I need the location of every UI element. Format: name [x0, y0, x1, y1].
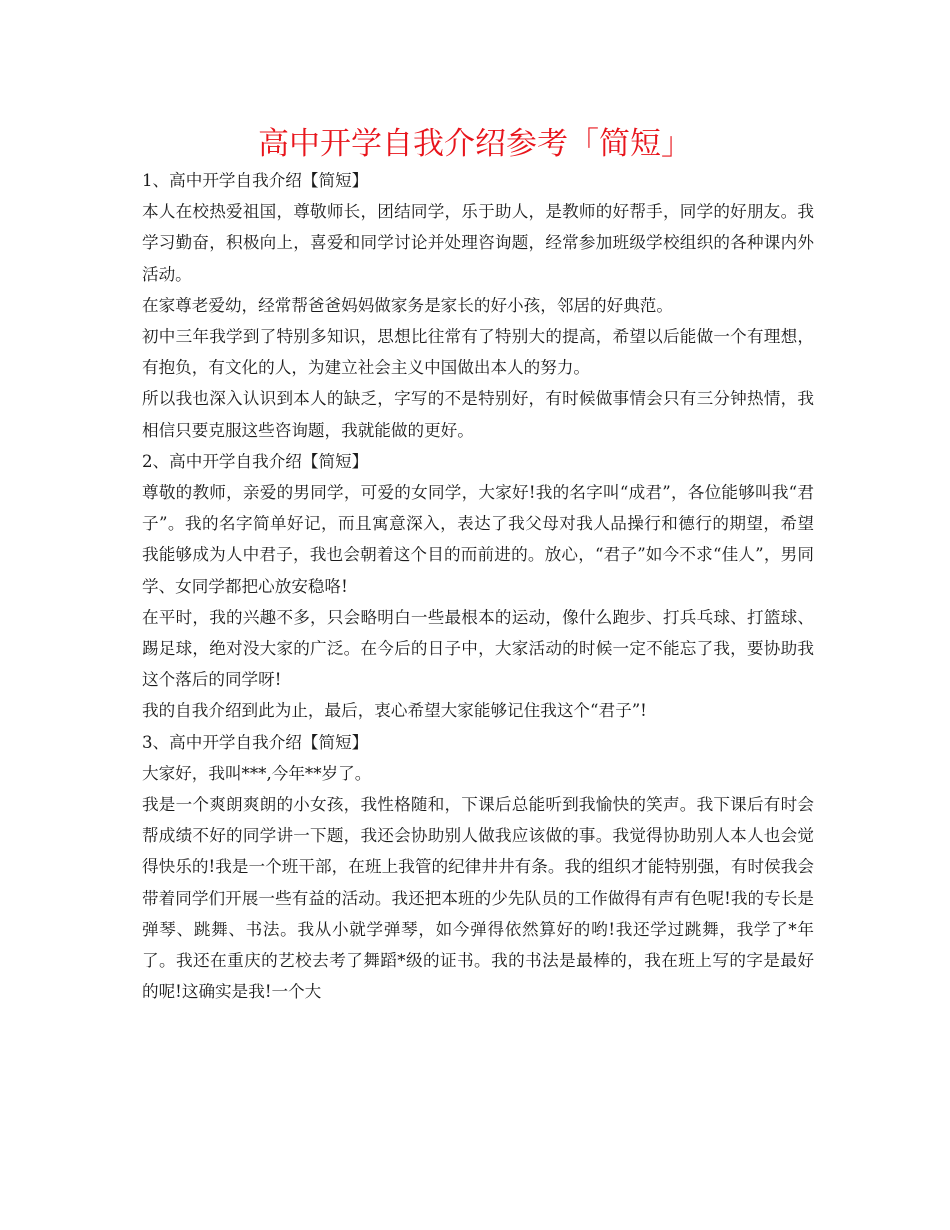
section-1: [142, 165, 814, 446]
section-3: [142, 727, 814, 1008]
paragraph: 在平时，我的兴趣不多，只会略明白一些最根本的运动，像什么跑步、打兵乓球、打篮球、踢足球，绝对没大家的广泛。在今后的日子中，大家活动的时候一定不能忘了我，要协助我这个落后的同学呀!: [142, 607, 814, 690]
paragraph: 在家尊老爱幼，经常帮爸爸妈妈做家务是家长的好小孩，邻居的好典范。: [142, 295, 673, 315]
document-title: 高中开学自我介绍参考「简短」: [258, 126, 692, 162]
paragraph: 初中三年我学到了特别多知识，思想比往常有了特别大的提高，希望以后能做一个有理想，有抱负，有文化的人，为建立社会主义中国做出本人的努力。: [142, 327, 814, 378]
paragraph: 大家好，我叫***,今年**岁了。: [142, 763, 372, 783]
paragraph: 本人在校热爱祖国，尊敬师长，团结同学，乐于助人，是教师的好帮手，同学的好朋友。我学习勤奋，积极向上，喜爱和同学讨论并处理咨询题，经常参加班级学校组织的各种课内外活动。: [142, 202, 814, 284]
paragraph: 尊敬的教师，亲爱的男同学，可爱的女同学，大家好!我的名字叫“成君”，各位能够叫我“君子”。我的名字简单好记，而且寓意深入，表达了我父母对我人品操行和德行的期望，希望我能够成为人中君子，我也会朝着这个目的而前进的。放心，“君子”如今不求“佳人”，男同学、女同学都把心放安稳咯!: [142, 483, 814, 596]
section-heading: 1、高中开学自我介绍【简短】: [142, 171, 369, 190]
document-body: [142, 165, 814, 1007]
paragraph: 我的自我介绍到此为止，最后，衷心希望大家能够记住我这个“君子”!: [142, 701, 647, 721]
paragraph: 所以我也深入认识到本人的缺乏，字写的不是特别好，有时候做事情会只有三分钟热情，我相信只要克服这些咨询题，我就能做的更好。: [142, 389, 814, 440]
section-heading: 2、高中开学自我介绍【简短】: [142, 451, 369, 471]
paragraph: 我是一个爽朗爽朗的小女孩，我性格随和，下课后总能听到我愉快的笑声。我下课后有时会帮成绩不好的同学讲一下题，我还会协助别人做我应该做的事。我觉得协助别人本人也会觉得快乐的!我是一个班干部，在班上我管的纪律井井有条。我的组织才能特别强，有时侯我会带着同学们开展一些有益的活动。我还把本班的少先队员的工作做得有声有色呢!我的专长是弹琴、跳舞、书法。我从小就学弹琴，如今弹得依然算好的哟!我还学过跳舞，我学了*年了。我还在重庆的艺校去考了舞蹈*级的证书。我的书法是最棒的，我在班上写的字是最好的呢!这确实是我!一个大: [142, 795, 814, 1002]
section-heading: 3、高中开学自我介绍【简短】: [142, 732, 369, 752]
section-2: [142, 446, 814, 727]
